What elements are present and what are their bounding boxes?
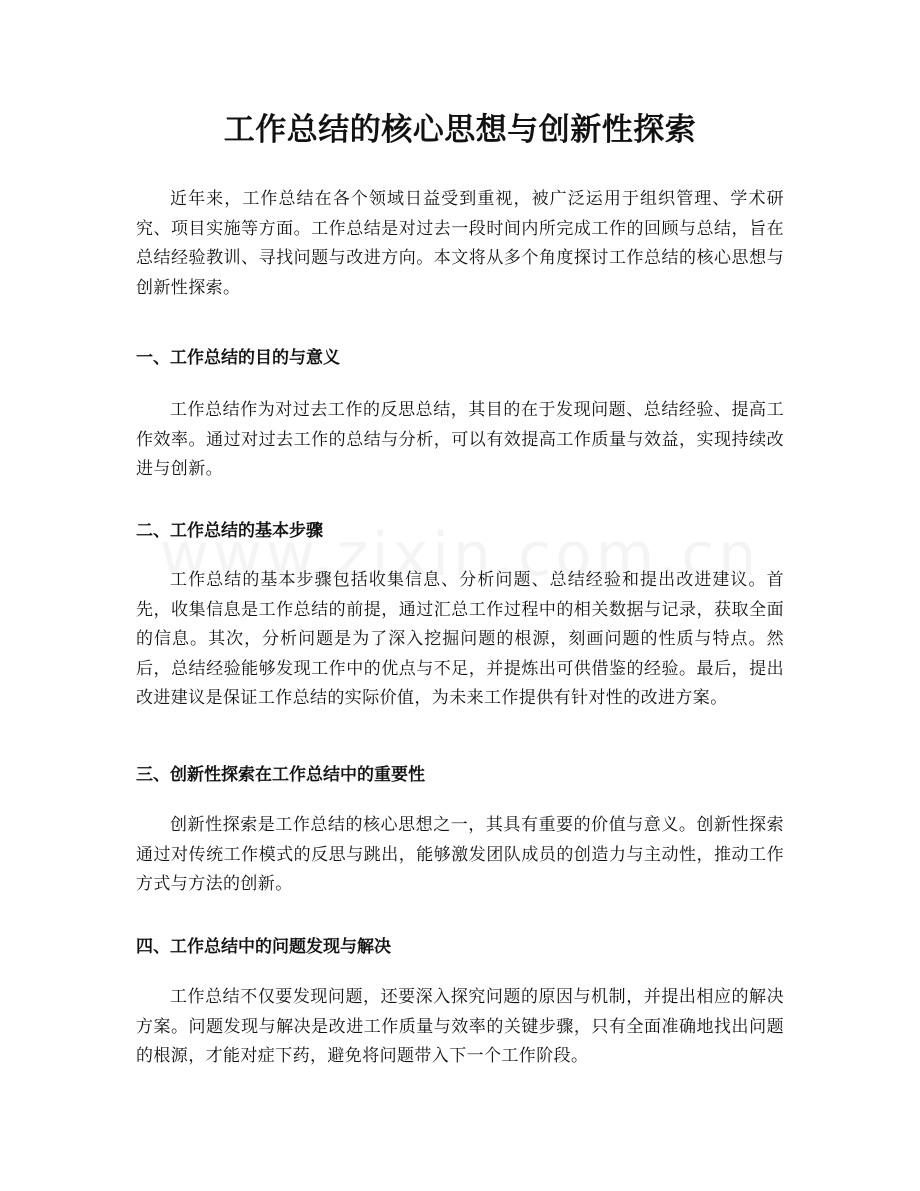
section-heading-4: 四、工作总结中的问题发现与解决 bbox=[136, 937, 391, 957]
section-heading-2: 二、工作总结的基本步骤 bbox=[136, 521, 323, 541]
section-heading-1: 一、工作总结的目的与意义 bbox=[136, 348, 340, 368]
section-body-4: 工作总结不仅要发现问题，还要深入探究问题的原因与机制，并提出相应的解决方案。问题发现与解决是改进工作质量与效率的关键步骤，只有全面准确地找出问题的根源，才能对症下药，避免将问题带入下一个工作阶段。 bbox=[136, 987, 784, 1066]
section-body-3: 创新性探索是工作总结的核心思想之一，其具有重要的价值与意义。创新性探索通过对传统工作模式的反思与跳出，能够激发团队成员的创造力与主动性，推动工作方式与方法的创新。 bbox=[136, 815, 784, 894]
page-title: 工作总结的核心思想与创新性探索 bbox=[223, 112, 697, 148]
intro-paragraph: 近年来，工作总结在各个领域日益受到重视，被广泛运用于组织管理、学术研究、项目实施等方面。工作总结是对过去一段时间内所完成工作的回顾与总结，旨在总结经验教训、寻找问题与改进方向。本文将从多个角度探讨工作总结的核心思想与创新性探索。 bbox=[136, 189, 784, 298]
section-heading-3: 三、创新性探索在工作总结中的重要性 bbox=[136, 765, 425, 785]
section-body-1: 工作总结作为对过去工作的反思总结，其目的在于发现问题、总结经验、提高工作效率。通过对过去工作的总结与分析，可以有效提高工作质量与效益，实现持续改进与创新。 bbox=[136, 400, 784, 479]
section-body-2: 工作总结的基本步骤包括收集信息、分析问题、总结经验和提出改进建议。首先，收集信息是工作总结的前提，通过汇总工作过程中的相关数据与记录，获取全面的信息。其次，分析问题是为了深入挖掘问题的根源，刻画问题的性质与特点。然后，总结经验能够发现工作中的优点与不足，并提炼出可供借鉴的经验。最后，提出改进建议是保证工作总结的实际价值，为未来工作提供有针对性的改进方案。 bbox=[136, 570, 784, 708]
